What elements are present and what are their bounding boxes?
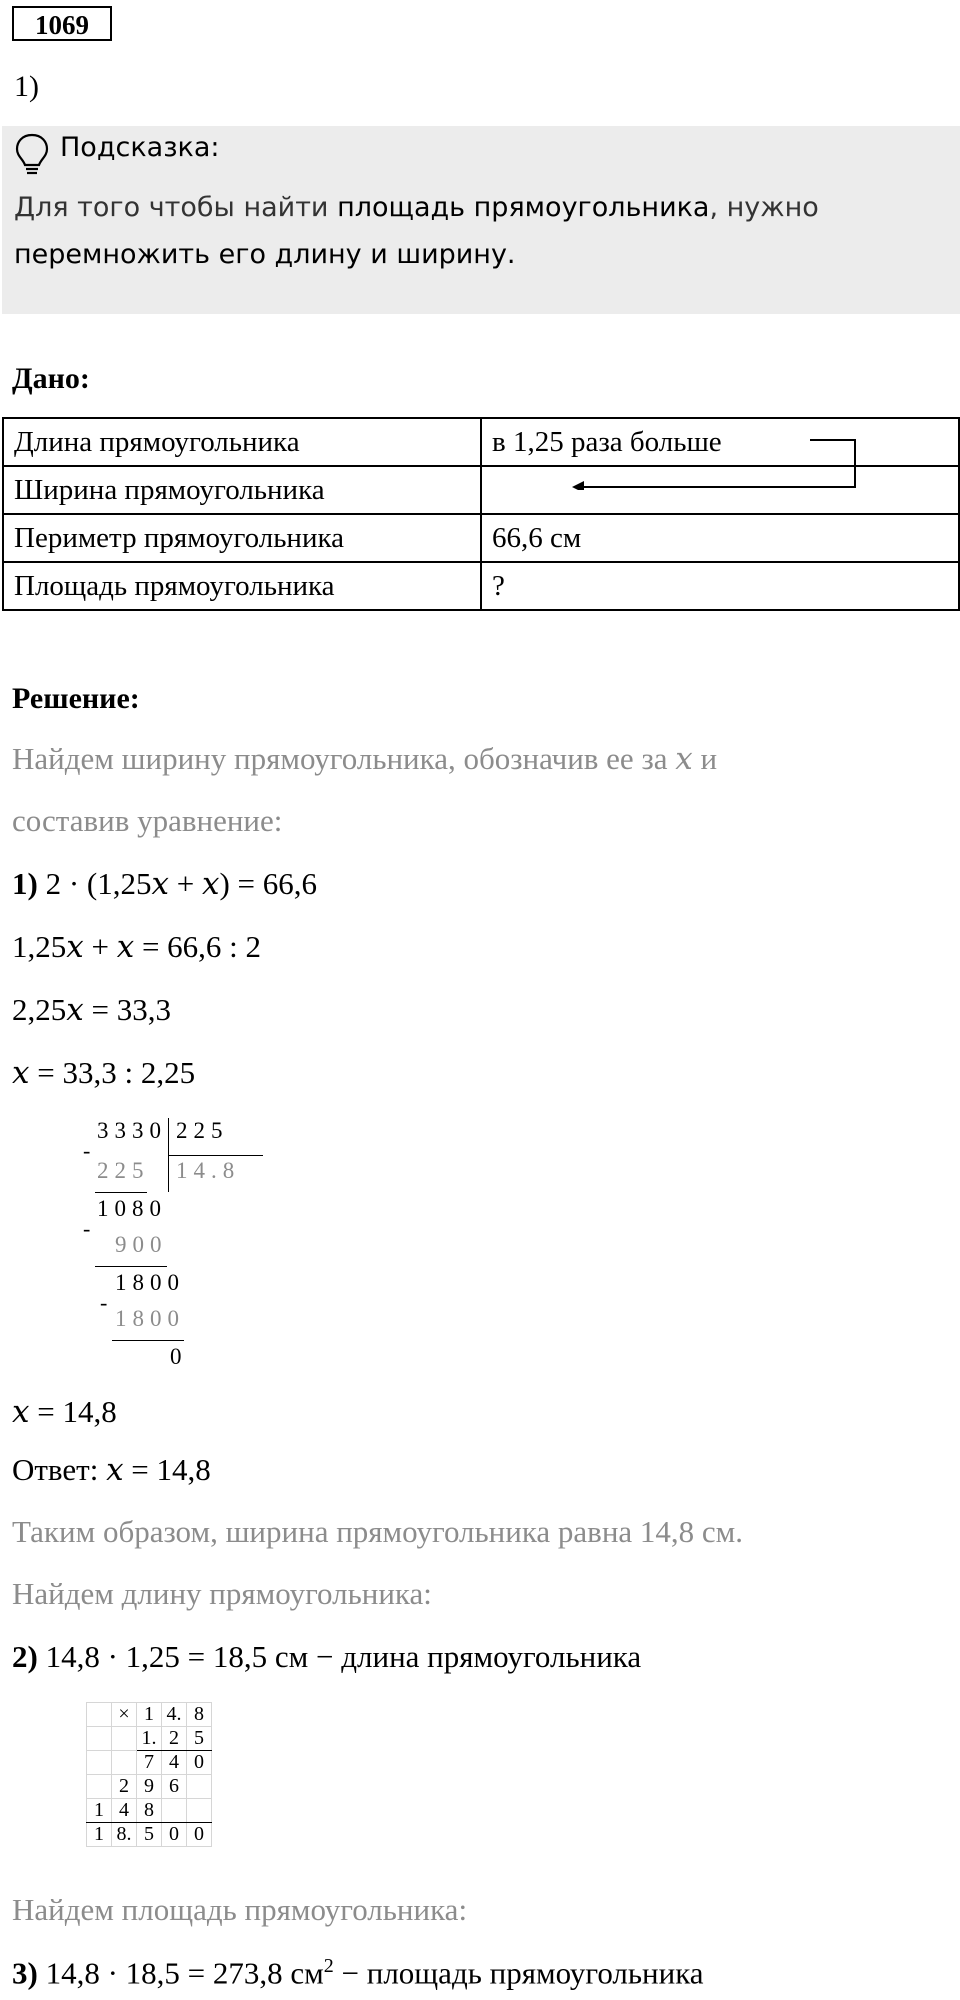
table-row: 1. 2 5 <box>87 1727 212 1751</box>
table-row: Ширина прямоугольника <box>3 466 959 514</box>
part-label: 1) <box>14 70 39 103</box>
table-row: 1 8. 5 0 0 <box>87 1823 212 1847</box>
equation-4: x = 33,3 : 2,25 <box>12 1055 196 1091</box>
step-3: 3) 14,8 · 18,5 = 273,8 $см^2$ − площадь прямоугольника <box>12 1955 704 1991</box>
result-line: x = 14,8 <box>12 1394 117 1430</box>
multiplication-grid <box>86 1702 212 1847</box>
table-row: Периметр прямоугольника 66,6 см <box>3 514 959 562</box>
hint-title: Подсказка: <box>60 132 220 163</box>
table-row: Длина прямоугольника в 1,25 раза больше <box>3 418 959 466</box>
solution-intro-cont: составив уравнение: <box>12 803 283 838</box>
given-heading: Дано: <box>12 362 90 395</box>
answer-line: Ответ: x = 14,8 <box>12 1452 211 1488</box>
conclusion-text: Таким образом, ширина прямоугольника равна 14,8 см. <box>12 1514 744 1549</box>
find-length-text: Найдем длину прямоугольника: <box>12 1576 432 1611</box>
hint-bold-multiply: перемножить его длину и ширину. <box>14 239 516 270</box>
long-division: 3330 225 14.8 - 225 1080 - 900 1800 - 1800 0 <box>70 1118 270 1370</box>
solution-heading: Решение: <box>12 682 140 715</box>
table-row: 2 9 6 <box>87 1775 212 1799</box>
table-row: Площадь прямоугольника ? <box>3 562 959 610</box>
table-row: 1 4 8 <box>87 1799 212 1823</box>
relation-arrow-icon <box>570 430 870 490</box>
problem-number: 1069 <box>12 6 112 41</box>
step-2: 2) 14,8 · 1,25 = 18,5 см − длина прямоугольника <box>12 1639 642 1674</box>
equation-3: 2,25x = 33,3 <box>12 992 171 1028</box>
table-row: 7 4 0 <box>87 1751 212 1775</box>
solution-intro: Найдем ширину прямоугольника, обозначив ее за x и <box>12 741 718 777</box>
equation-1: 1) 2 · (1,25x + x) = 66,6 <box>12 866 317 902</box>
table-row: × 1 4. 8 <box>87 1703 212 1727</box>
lightbulb-icon <box>14 132 50 178</box>
hint-text: Для того чтобы найти площадь прямоугольника, нужно перемножить его длину и ширину. <box>14 192 819 270</box>
equation-2: 1,25x + x = 66,6 : 2 <box>12 929 262 965</box>
find-area-text: Найдем площадь прямоугольника: <box>12 1892 468 1927</box>
hint-bold-area: площадь прямоугольника <box>337 192 710 223</box>
